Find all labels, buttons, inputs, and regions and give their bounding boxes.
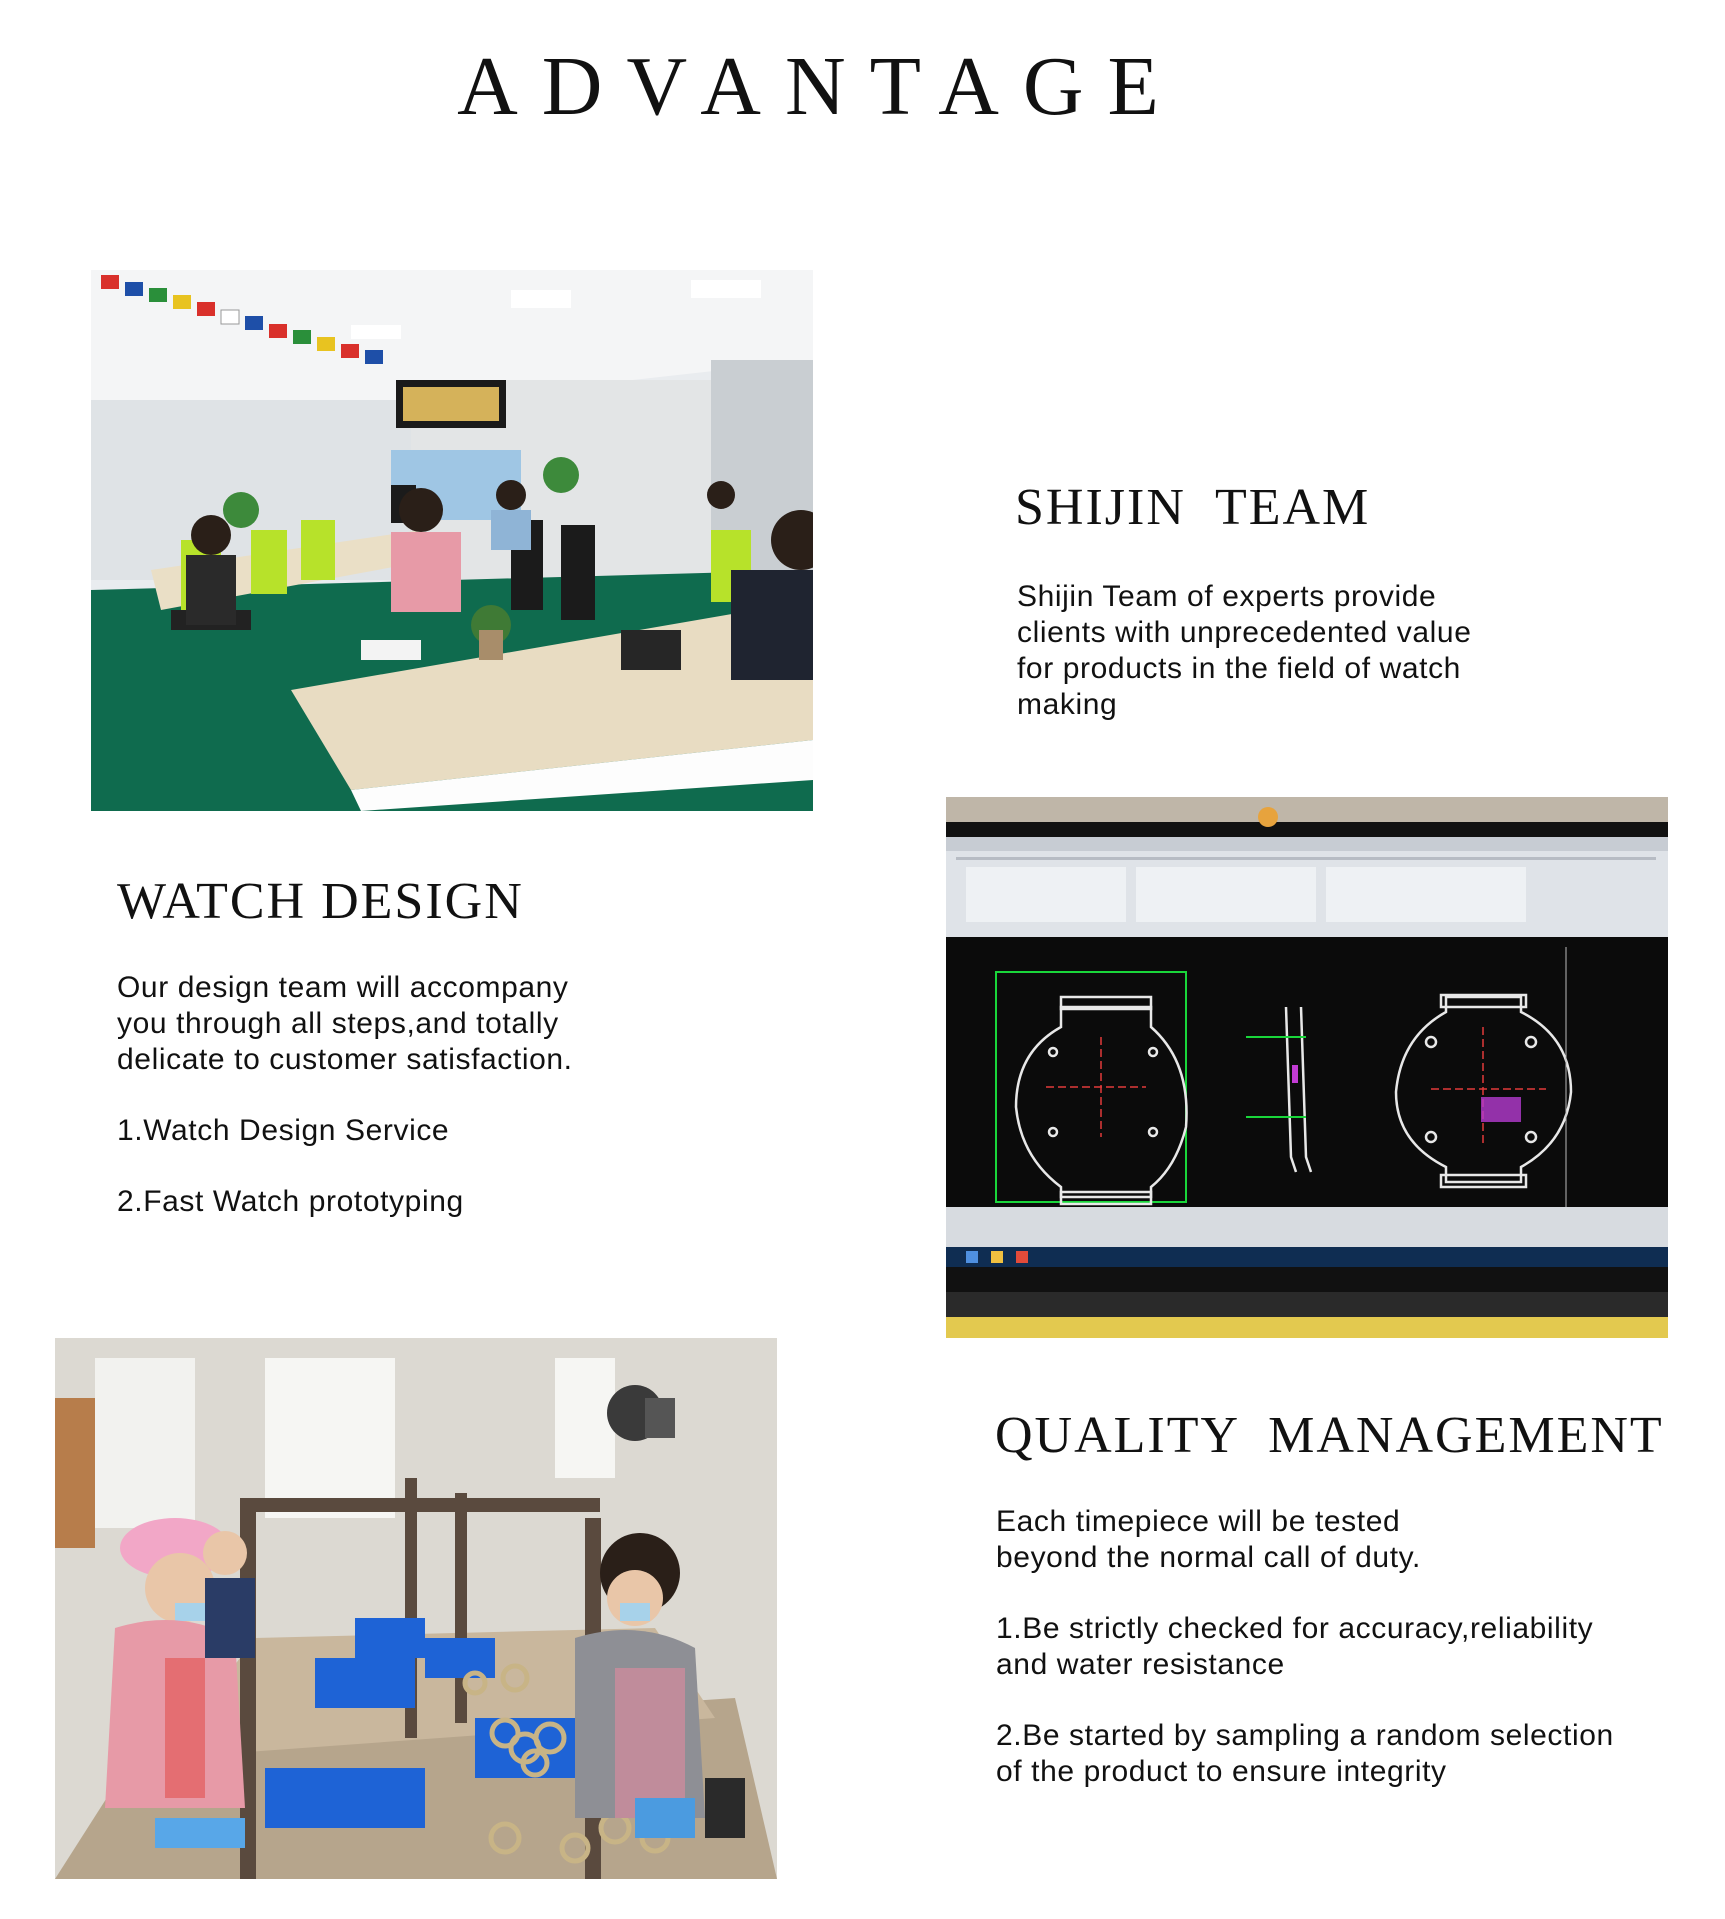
watch-design-item: 2.Fast Watch prototyping bbox=[117, 1185, 464, 1218]
quality-management-heading: QUALITY MANAGEMENT bbox=[995, 1407, 1664, 1464]
shijin-team-text: Shijin Team of experts provide clients with unprecedented value for products in the field of watch making bbox=[1017, 580, 1472, 721]
page-title: ADVANTAGE bbox=[457, 40, 1183, 133]
quality-management-text: Each timepiece will be tested beyond the normal call of duty. bbox=[996, 1505, 1421, 1574]
quality-management-item: 2.Be started by sampling a random selection of the product to ensure integrity bbox=[996, 1719, 1614, 1788]
watch-design-heading: WATCH DESIGN bbox=[117, 873, 524, 930]
watch-design-text: Our design team will accompany you through all steps,and totally delicate to customer satisfaction. bbox=[117, 971, 573, 1076]
watch-design-item: 1.Watch Design Service bbox=[117, 1114, 450, 1147]
workshop-photo bbox=[55, 1338, 777, 1879]
shijin-team-heading: SHIJIN TEAM bbox=[1015, 479, 1371, 536]
quality-management-item: 1.Be strictly checked for accuracy,reliability and water resistance bbox=[996, 1612, 1594, 1681]
office-photo bbox=[91, 270, 813, 811]
cad-drawing-photo bbox=[946, 797, 1668, 1338]
